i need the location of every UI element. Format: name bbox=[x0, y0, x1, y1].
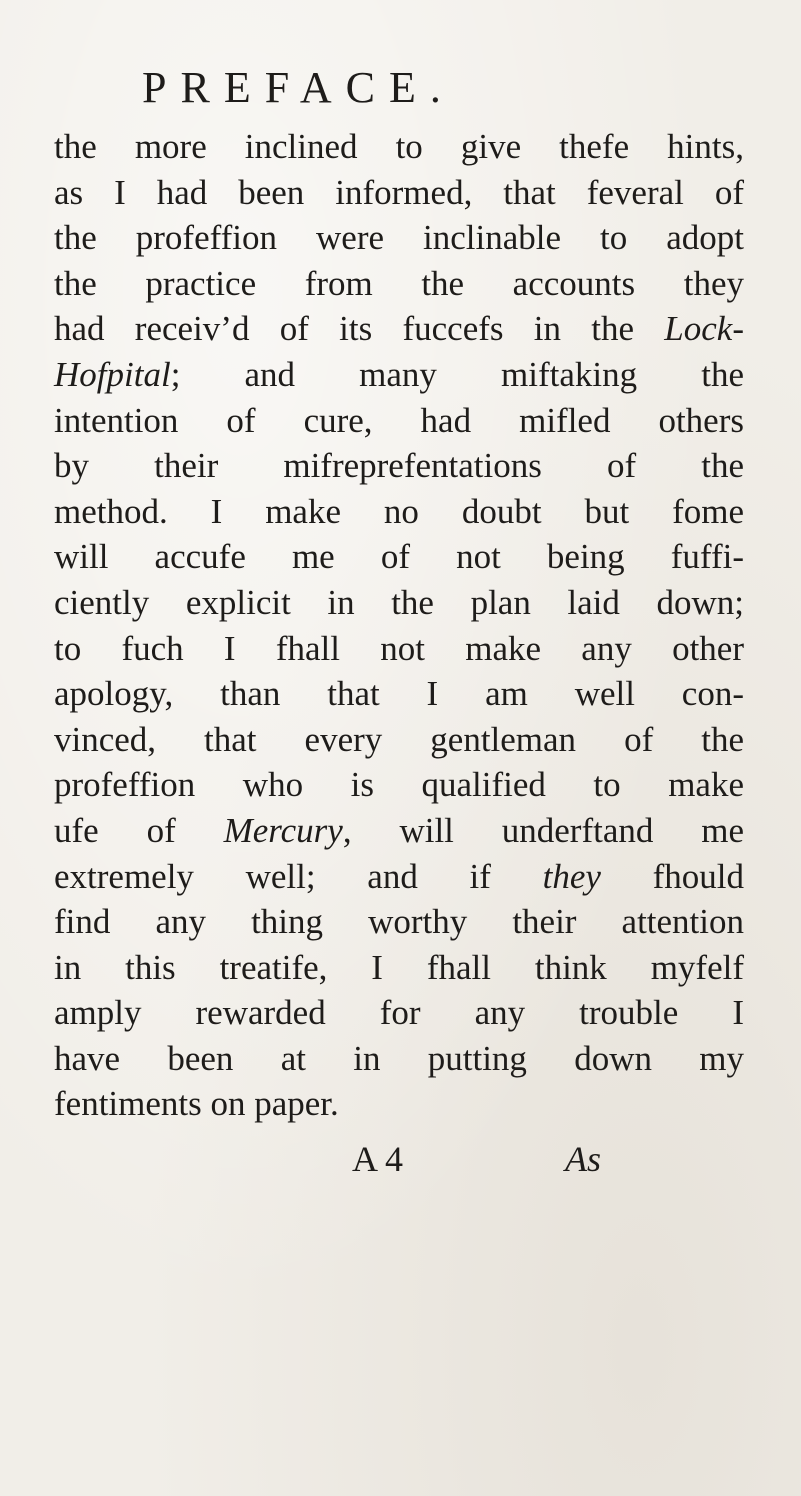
text-line bbox=[54, 261, 744, 307]
text-run: intention of cure, had mifled others bbox=[54, 400, 744, 440]
text-run: vinced, that every gentleman of the bbox=[54, 719, 744, 759]
text-run: profeffion who is qualified to make bbox=[54, 765, 744, 805]
text-line bbox=[54, 306, 744, 352]
running-head: PREFACE. bbox=[142, 63, 455, 112]
italic-text: Mercury bbox=[223, 810, 343, 850]
text-run: fentiments on paper. bbox=[54, 1084, 339, 1124]
text-line bbox=[54, 534, 744, 580]
text-run: find any thing worthy their attention bbox=[54, 902, 744, 942]
text-line bbox=[54, 124, 744, 170]
text-run: fhould bbox=[600, 856, 744, 896]
text-run: ufe of bbox=[54, 810, 224, 850]
text-line bbox=[54, 990, 744, 1036]
text-line bbox=[54, 352, 744, 398]
text-line bbox=[54, 671, 744, 717]
text-run: extremely well; and if bbox=[54, 856, 543, 896]
text-run: apology, than that I am well con- bbox=[54, 674, 744, 714]
text-run: ; and many miftaking the bbox=[170, 354, 744, 394]
text-run: by their mifreprefentations of the bbox=[54, 446, 744, 486]
text-run: amply rewarded for any trouble I bbox=[54, 993, 744, 1033]
catchword: As bbox=[565, 1139, 601, 1179]
preface-body-text bbox=[54, 124, 744, 1127]
text-run: the profeffion were inclinable to adopt bbox=[54, 218, 744, 258]
text-line bbox=[54, 580, 744, 626]
text-run: as I had been informed, that feveral of bbox=[54, 172, 744, 212]
text-run: to fuch I fhall not make any other bbox=[54, 628, 744, 668]
text-run: , will underftand me bbox=[342, 810, 744, 850]
text-line bbox=[54, 945, 744, 991]
italic-text: Lock- bbox=[664, 309, 744, 349]
text-run: the more inclined to give thefe hints, bbox=[54, 127, 744, 166]
text-line bbox=[54, 443, 744, 489]
text-run: method. I make no doubt but fome bbox=[54, 491, 744, 531]
text-line bbox=[54, 808, 744, 854]
signature-mark: A 4 bbox=[352, 1139, 404, 1179]
text-line bbox=[54, 1036, 744, 1082]
text-run: will accufe me of not being fuffi- bbox=[54, 537, 744, 577]
text-line bbox=[54, 398, 744, 444]
text-run: have been at in putting down my bbox=[54, 1038, 744, 1078]
page-footer bbox=[0, 1134, 801, 1184]
text-line bbox=[54, 854, 744, 900]
text-line bbox=[54, 170, 744, 216]
text-line bbox=[54, 717, 744, 763]
text-run: in this treatife, I fhall think myfelf bbox=[54, 947, 744, 987]
text-line bbox=[54, 489, 744, 535]
text-run: the practice from the accounts they bbox=[54, 263, 744, 303]
italic-text: Hofpital bbox=[54, 354, 171, 394]
text-line bbox=[54, 1081, 744, 1127]
text-line bbox=[54, 626, 744, 672]
text-run: ciently explicit in the plan laid down; bbox=[54, 582, 744, 622]
text-line bbox=[54, 899, 744, 945]
text-run: had receiv’d of its fuccefs in the bbox=[54, 309, 665, 349]
text-line bbox=[54, 762, 744, 808]
text-line bbox=[54, 215, 744, 261]
italic-text: they bbox=[542, 856, 601, 896]
